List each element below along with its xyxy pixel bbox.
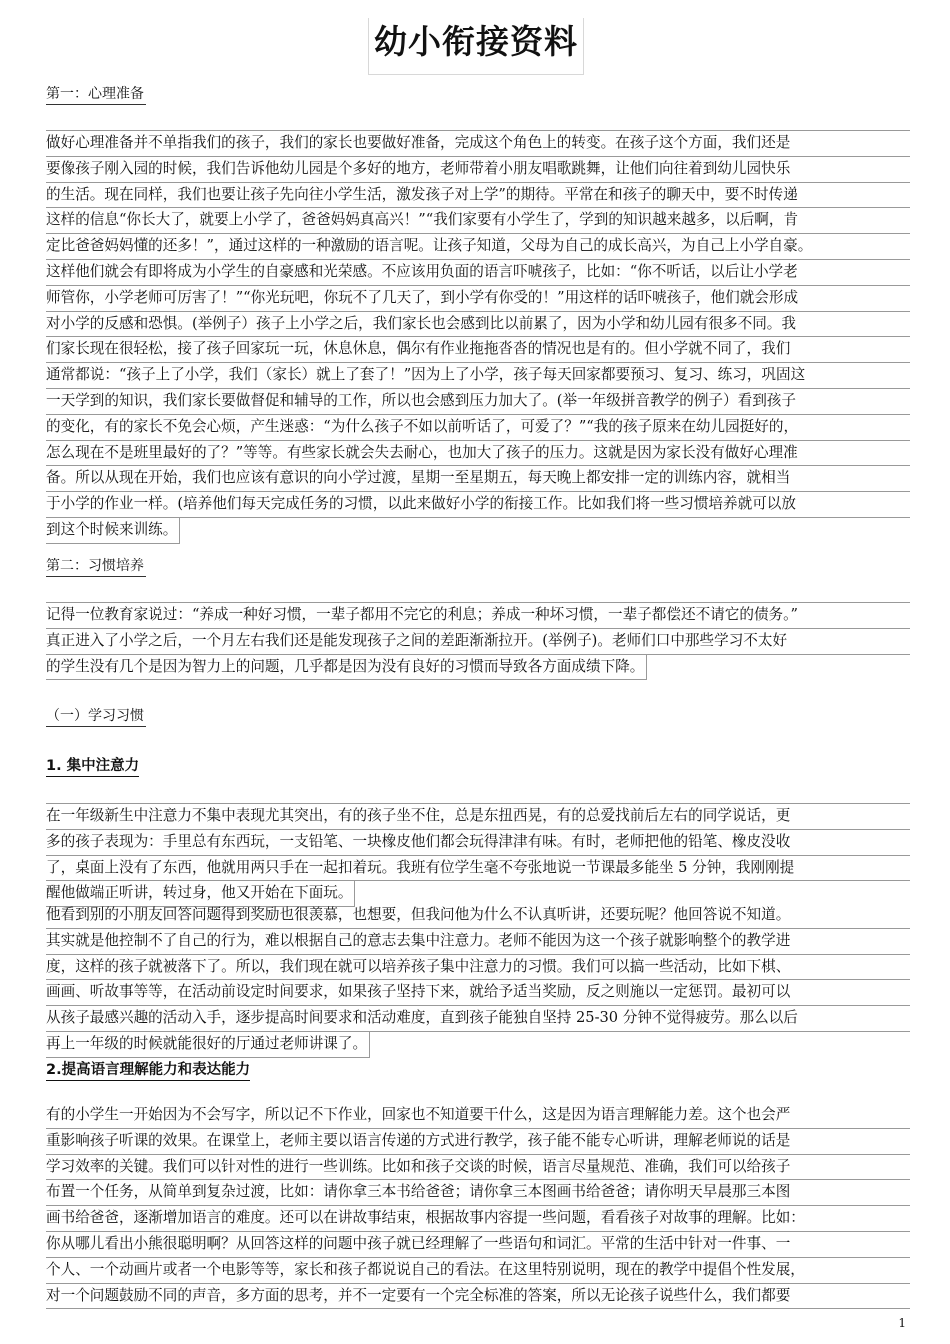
text-line: 做好心理准备并不单指我们的孩子，我们的家长也要做好准备，完成这个角色上的转变。在孩子这个方面，我们还是 [46,131,910,157]
text-line: 备。所以从现在开始，我们也应该有意识的向小学过渡，星期一至星期五，每天晚上都安排一定的训练内容，就相当 [46,466,910,492]
text-line: 多的孩子表现为：手里总有东西玩，一支铅笔、一块橡皮他们都会玩得津津有味。有时，老师把他的铅笔、橡皮没收 [46,830,910,856]
heading-concentration: 1. 集中注意力 [46,756,139,777]
text-line: 师管你，小学老师可厉害了！”“你光玩吧，你玩不了几天了，到小学有你受的！”用这样的话吓唬孩子，他们就会形成 [46,286,910,312]
text-line: 从孩子最感兴趣的活动入手，逐步提高时间要求和活动难度，直到孩子能独自坚持 25-30 分钟不觉得疲劳。那么以后 [46,1006,910,1032]
text-line: 重影响孩子听课的效果。在课堂上，老师主要以语言传递的方式进行教学，孩子能不能专心听讲，理解老师说的话是 [46,1129,910,1155]
text-line: 于小学的作业一样。(培养他们每天完成任务的习惯，以此来做好小学的衔接工作。比如我们将一些习惯培养就可以放 [46,492,910,518]
text-line: 画书给爸爸，逐渐增加语言的难度。还可以在讲故事结束，根据故事内容提一些问题，看看孩子对故事的理解。比如： [46,1206,910,1232]
page-title: 幼小衔接资料 [368,18,584,75]
text-line: 个人、一个动画片或者一个电影等等，家长和孩子都说说自己的看法。在这里特别说明，现在的教学中提倡个性发展， [46,1258,910,1284]
section-label-study-habits: （一）学习习惯 [46,706,146,727]
text-line: 再上一年级的时候就能很好的厅通过老师讲课了。 [46,1032,370,1058]
text-line: 的生活。现在同样，我们也要让孩子先向往小学生活，激发孩子对上学”的期待。平常在和孩子的聊天中，要不时传递 [46,183,910,209]
paragraph-psychological [46,130,910,553]
text-line: 布置一个任务，从简单到复杂过渡，比如：请你拿三本书给爸爸；请你拿三本图画书给爸爸；请你明天早晨那三本图 [46,1180,910,1206]
text-line: 记得一位教育家说过：“养成一种好习惯，一辈子都用不完它的利息；养成一种坏习惯，一辈子都偿还不请它的债务。” [46,603,910,629]
text-line: 们家长现在很轻松，接了孩子回家玩一玩，休息休息，偶尔有作业拖拖沓沓的情况也是有的。但小学就不同了，我们 [46,337,910,363]
paragraph-language-ability [46,1103,910,1309]
text-line: 这样的信息“你长大了，就要上小学了，爸爸妈妈真高兴！”“我们家要有小学生了，学到的知识越来越多，以后啊，肯 [46,208,910,234]
text-line: 到这个时候来训练。 [46,518,180,544]
paragraph-habits [46,602,910,689]
text-line: 有的小学生一开始因为不会写字，所以记不下作业，回家也不知道要干什么，这是因为语言理解能力差。这个也会严 [46,1103,910,1129]
text-line: 一天学到的知识，我们家长要做督促和辅导的工作，所以也会感到压力加大了。(举一年级拼音教学的例子）看到孩子 [46,389,910,415]
section-label-habits: 第二：习惯培养 [46,556,146,577]
text-line: 他看到别的小朋友回答问题得到奖励也很羡慕，也想要，但我问他为什么不认真听讲，还要玩呢？他回答说不知道。 [46,903,910,929]
text-line: 的学生没有几个是因为智力上的问题，几乎都是因为没有良好的习惯而导致各方面成绩下降。 [46,655,647,681]
text-line: 怎么现在不是班里最好的了？”等等。有些家长就会失去耐心，也加大了孩子的压力。这就是因为家长没有做好心理准 [46,441,910,467]
text-line: 画画、听故事等等，在活动前设定时间要求，如果孩子坚持下来，就给予适当奖励，反之则施以一定惩罚。最初可以 [46,980,910,1006]
paragraph-concentration-b [46,903,910,1067]
text-line: 的变化，有的家长不免会心烦，产生迷惑：“为什么孩子不如以前听话了，可爱了？”“我的孩子原来在幼儿园挺好的， [46,415,910,441]
text-line: 通常都说：“孩子上了小学，我们（家长）就上了套了！”因为上了小学，孩子每天回家都要预习、复习、练习，巩固这 [46,363,910,389]
heading-language-ability: 2.提高语言理解能力和表达能力 [46,1060,250,1081]
text-line: 定比爸爸妈妈懂的还多！”，通过这样的一种激励的语言呢。让孩子知道，父母为自己的成长高兴，为自己上小学自豪。 [46,234,910,260]
text-line: 对小学的反感和恐惧。(举例子）孩子上小学之后，我们家长也会感到比以前累了，因为小学和幼儿园有很多不同。我 [46,312,910,338]
text-line: 学习效率的关键。我们可以针对性的进行一些训练。比如和孩子交谈的时候，语言尽量规范、准确，我们可以给孩子 [46,1155,910,1181]
text-line: 醒他做端正听讲，转过身，他又开始在下面玩。 [46,881,355,907]
page-number: 1 [898,1316,906,1330]
section-label-psychological: 第一：心理准备 [46,84,146,105]
text-line: 要像孩子刚入园的时候，我们告诉他幼儿园是个多好的地方，老师带着小朋友唱歌跳舞，让他们向往着到幼儿园快乐 [46,157,910,183]
text-line: 其实就是他控制不了自己的行为，难以根据自己的意志去集中注意力。老师不能因为这一个孩子就影响整个的教学进 [46,929,910,955]
text-line: 度，这样的孩子就被落下了。所以，我们现在就可以培养孩子集中注意力的习惯。我们可以搞一些活动，比如下棋、 [46,955,910,981]
text-line: 了，桌面上没有了东西，他就用两只手在一起扣着玩。我班有位学生毫不夸张地说一节课最多能坐 5 分钟，我刚刚提 [46,856,910,882]
paragraph-concentration-a [46,803,910,916]
text-line: 你从哪儿看出小熊很聪明啊？从回答这样的问题中孩子就已经理解了一些语句和词汇。平常的生活中针对一件事、一 [46,1232,910,1258]
text-line: 在一年级新生中注意力不集中表现尤其突出，有的孩子坐不住，总是东扭西晃，有的总爱找前后左右的同学说话，更 [46,804,910,830]
text-line: 这样他们就会有即将成为小学生的自豪感和光荣感。不应该用负面的语言吓唬孩子，比如：“你不听话，以后让小学老 [46,260,910,286]
text-line: 真正进入了小学之后，一个月左右我们还是能发现孩子之间的差距渐渐拉开。(举例子)。老师们口中那些学习不太好 [46,629,910,655]
text-line: 对一个问题鼓励不同的声音，多方面的思考，并不一定要有一个完全标准的答案，所以无论孩子说些什么，我们都要 [46,1284,910,1310]
